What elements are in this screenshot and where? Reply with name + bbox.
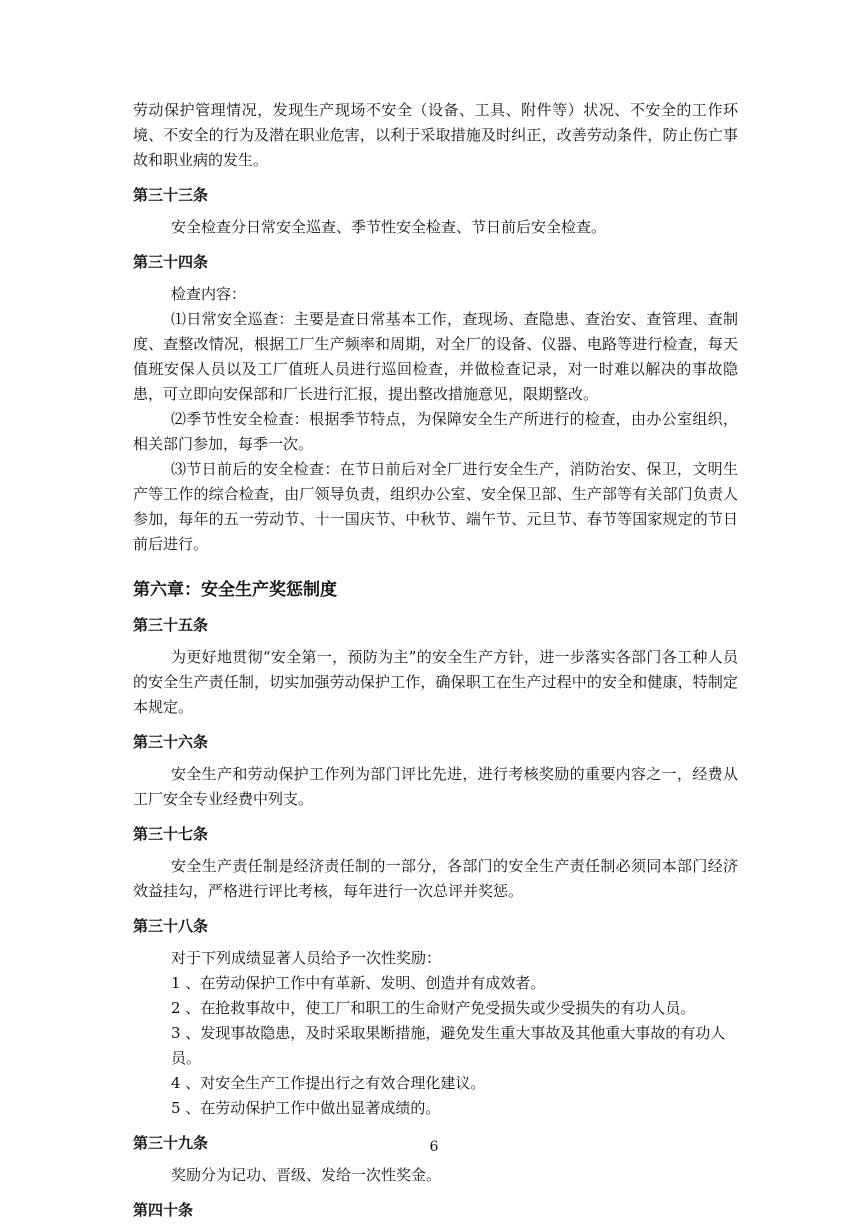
- article-39-heading: 第三十九条: [133, 1134, 209, 1152]
- article-33-heading: 第三十三条: [133, 186, 209, 204]
- article-38-list-item: 1 、在劳动保护工作中有革新、发明、创造并有成效者。: [171, 974, 546, 992]
- article-37-text: 安全生产责任制是经济责任制的一部分，各部门的安全生产责任制必须同本部门经济效益挂勾，严格进行评比考核，每年进行一次总评并奖惩。: [133, 857, 738, 900]
- article-34-item-1: ⑴日常安全巡查：主要是查日常基本工作，查现场、查隐患、查治安、查管理、查制度、查整改情况，根据工厂生产频率和周期，对全厂的设备、仪器、电路等进行检查，每天值班安保人员以及工厂值班人员进行巡回检查，并做检查记录，对一时难以解决的事故隐患，可立即向安保部和厂长进行汇报，提出整改措施意见，限期整改。: [133, 310, 738, 403]
- article-34-item-2: ⑵季节性安全检查：根据季节特点，为保障安全生产所进行的检查，由办公室组织，相关部门参加，每季一次。: [133, 410, 738, 453]
- article-38-list-item: 3 、发现事故隐患，及时采取果断措施，避免发生重大事故及其他重大事故的有功人员。: [171, 1024, 726, 1067]
- article-34-heading: 第三十四条: [133, 253, 209, 271]
- article-40-heading: 第四十条: [133, 1201, 194, 1219]
- paragraph-intro: 劳动保护管理情况，发现生产现场不安全（设备、工具、附件等）状况、不安全的工作环境、不安全的行为及潜在职业危害，以利于采取措施及时纠正，改善劳动条件，防止伤亡事故和职业病的发生。: [133, 101, 738, 169]
- article-38-heading: 第三十八条: [133, 917, 209, 935]
- article-39-text: 奖励分为记功、晋级、发给一次性奖金。: [171, 1166, 442, 1184]
- article-38-list-item: 2 、在抢救事故中，使工厂和职工的生命财产免受损失或少受损失的有功人员。: [171, 999, 696, 1017]
- article-33-text: 安全检查分日常安全巡查、季节性安全检查、节日前后安全检查。: [171, 218, 607, 236]
- article-38-lead: 对于下列成绩显著人员给予一次性奖励：: [171, 949, 442, 967]
- article-38-list-item: 4 、对安全生产工作提出行之有效合理化建议。: [171, 1074, 486, 1092]
- page-content: [133, 98, 738, 1230]
- article-36-heading: 第三十六条: [133, 733, 209, 751]
- article-38-list-item: 5 、在劳动保护工作中做出显著成绩的。: [171, 1099, 441, 1117]
- article-35-heading: 第三十五条: [133, 616, 209, 634]
- page-number: 6: [429, 1139, 439, 1155]
- article-34-lead: 检查内容：: [171, 285, 247, 303]
- chapter-6-heading: 第六章：安全生产奖惩制度: [133, 580, 337, 600]
- article-35-text: 为更好地贯彻“安全第一，预防为主”的安全生产方针，进一步落实各部门各工种人员的安全生产责任制，切实加强劳动保护工作，确保职工在生产过程中的安全和健康，特制定本规定。: [133, 648, 738, 716]
- article-34-item-3: ⑶节日前后的安全检查：在节日前后对全厂进行安全生产，消防治安、保卫，文明生产等工作的综合检查，由厂领导负责，组织办公室、安全保卫部、生产部等有关部门负责人参加，每年的五一劳动节、十一国庆节、中秋节、端午节、元旦节、春节等国家规定的节日前后进行。: [133, 460, 738, 553]
- article-36-text: 安全生产和劳动保护工作列为部门评比先进，进行考核奖励的重要内容之一，经费从工厂安全专业经费中列支。: [133, 765, 738, 808]
- article-37-heading: 第三十七条: [133, 825, 209, 843]
